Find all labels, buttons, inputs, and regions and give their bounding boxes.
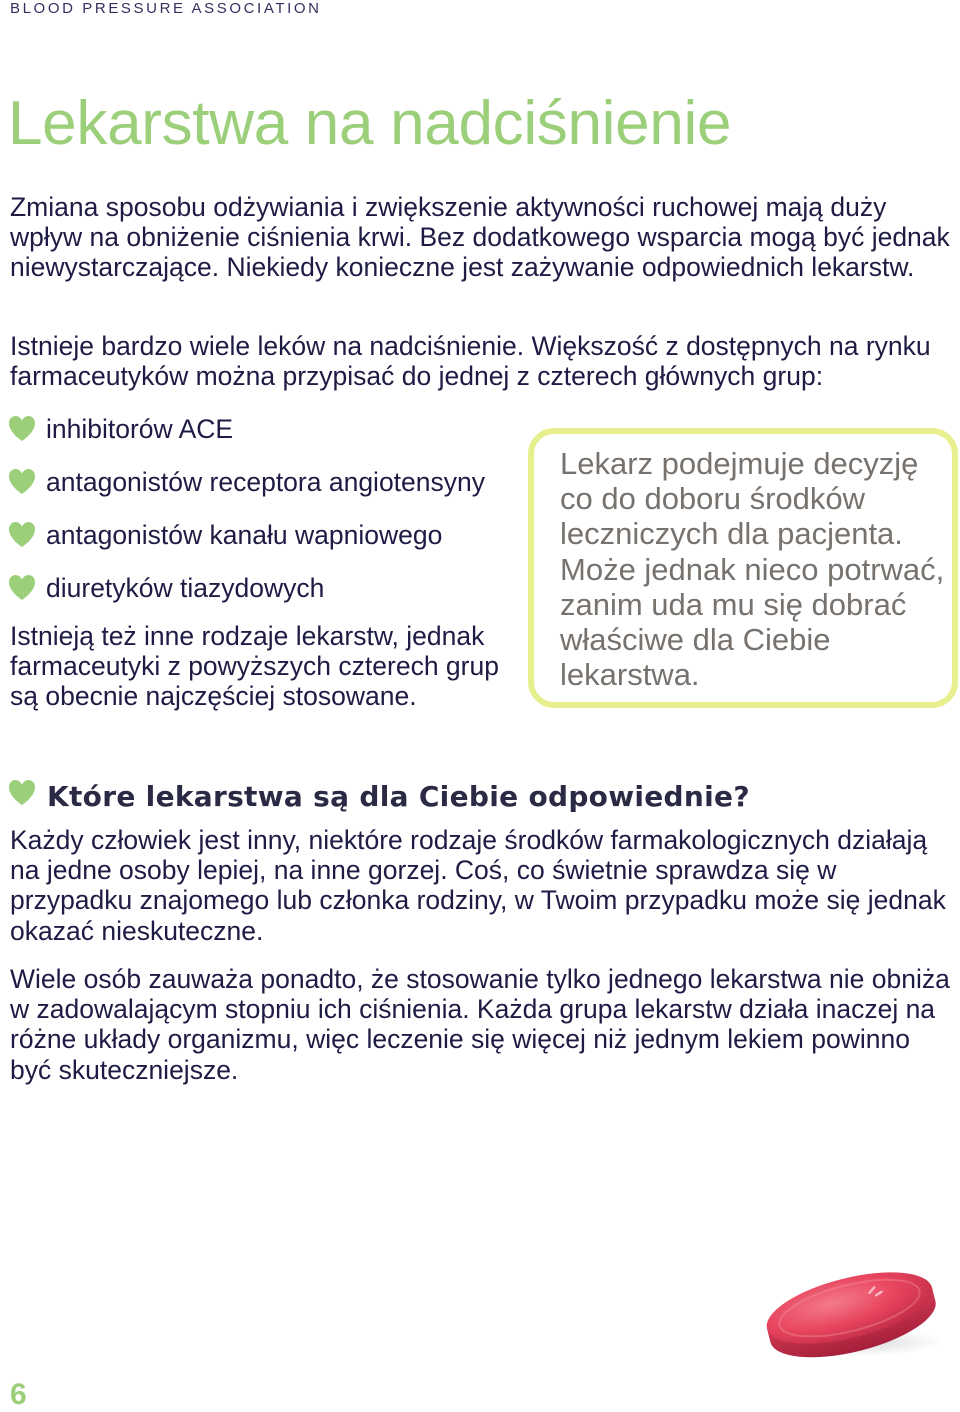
heart-icon [8,779,36,807]
drug-group-item [8,573,528,603]
page-number: 6 [10,1378,27,1411]
callout-text: Lekarz podejmuje decyzję co do doboru środków leczniczych dla pacjenta. Może jednak nieco potrwać, zanim uda mu się dobrać właściwe dla Ciebie lekarstwa. [560,446,945,693]
other-drugs-note: Istnieją też inne rodzaje lekarstw, jednak farmaceutyki z powyższych czterech grup są obecnie najczęściej stosowane. [10,621,499,712]
drug-group-label: antagonistów kanału wapniowego [46,519,443,550]
section-paragraph-1: Każdy człowiek jest inny, niektóre rodzaje środków farmakologicznych działają na jedne osoby lepiej, na inne gorzej. Coś, co świetnie sprawdza się w przypadku znajomego lub członka rodziny, w Twoim przypadku może się jednak okazać nieskuteczne. [10,825,946,946]
page-title: Lekarstwa na nadciśnienie [8,89,732,158]
heart-icon [8,521,36,549]
drug-group-label: inhibitorów ACE [46,413,234,444]
heart-icon [8,415,36,443]
drug-group-label: diuretyków tiazydowych [46,572,325,603]
heart-icon [8,468,36,496]
section-paragraph-2: Wiele osób zauważa ponadto, że stosowanie tylko jednego lekarstwa nie obniża w zadowalającym stopniu ich ciśnienia. Każda grupa lekarstw działa inaczej na różne układy organizmu, więc leczenie się więcej niż jednym lekiem powinno być skuteczniejsze. [10,964,950,1085]
section-heading [8,778,750,814]
drug-group-label: antagonistów receptora angiotensyny [46,466,486,497]
pill-image [755,1260,945,1358]
intro-paragraph-1: Zmiana sposobu odżywiania i zwiększenie aktywności ruchowej mają duży wpływ na obniżenie ciśnienia krwi. Bez dodatkowego wsparcia mogą być jednak niewystarczające. Niekiedy konieczne jest zażywanie odpowiednich lekarstw. [10,192,950,283]
organization-name: BLOOD PRESSURE ASSOCIATION [10,0,322,17]
drug-group-item [8,414,528,444]
heart-icon [8,574,36,602]
intro-paragraph-2: Istnieje bardzo wiele leków na nadciśnienie. Większość z dostępnych na rynku farmaceutyków można przypisać do jednej z czterech głównych grup: [10,331,931,392]
drug-group-item [8,467,528,497]
drug-group-item [8,520,528,550]
section-heading-label: Które lekarstwa są dla Ciebie odpowiednie? [47,779,750,813]
